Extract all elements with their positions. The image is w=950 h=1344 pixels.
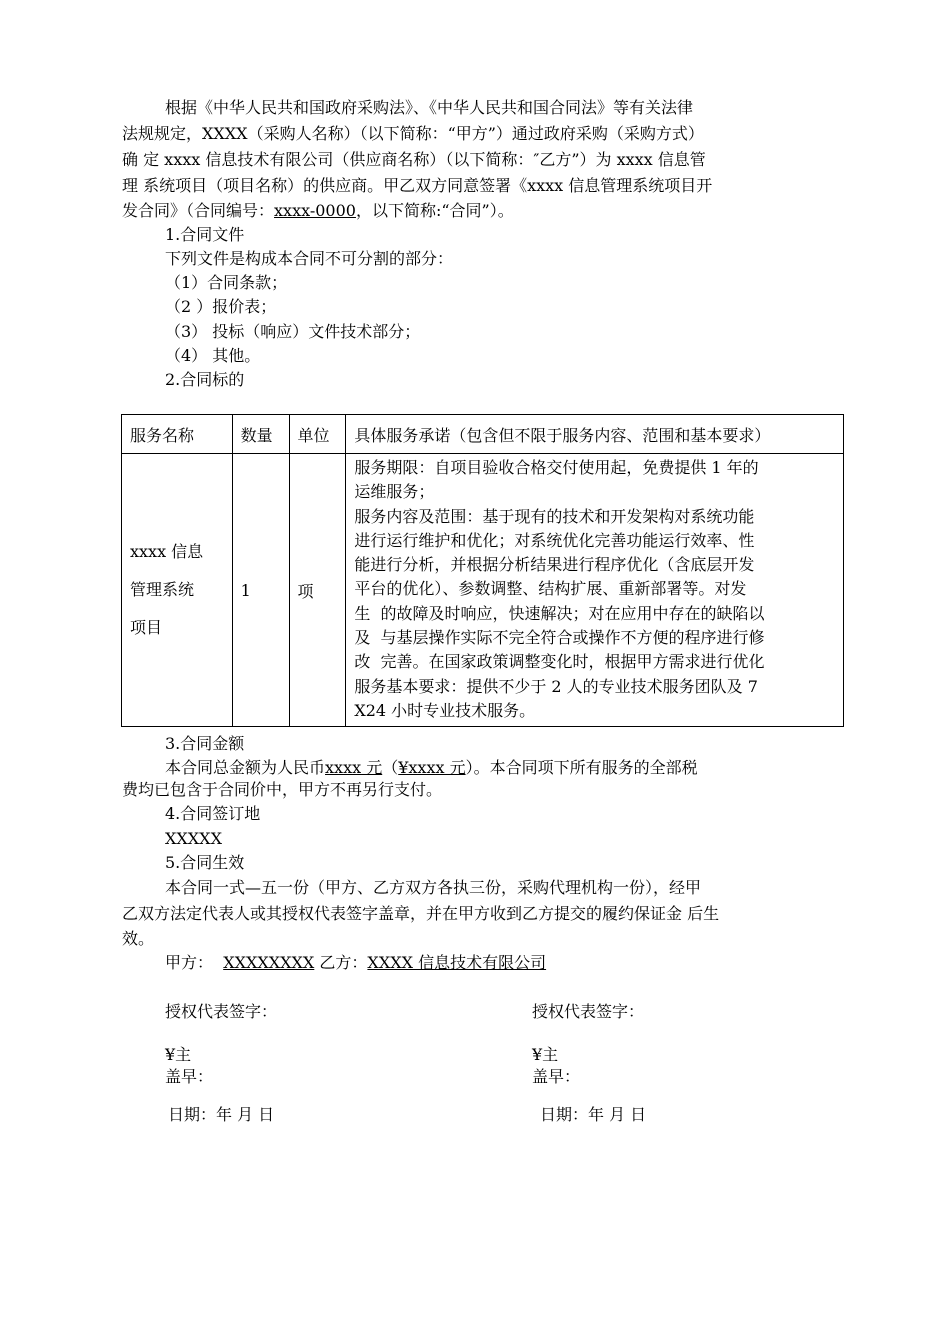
desc-line-8: 及 与基层操作实际不完全符合或操作不方便的程序进行修 — [354, 628, 765, 648]
intro-line-5 — [122, 199, 514, 223]
section-5-line-1: 本合同一式—五一份（甲方、乙方双方各执三份，采购代理机构一份），经甲 — [165, 878, 702, 897]
party-a-value: XXXXXXXX — [223, 953, 315, 972]
amount-number: ¥xxxx 元 — [398, 758, 466, 777]
section-1-item-1: （1）合同条款； — [165, 273, 288, 292]
party-b-seal-line-2: 盖早： — [532, 1067, 581, 1086]
desc-line-6: 平台的优化）、参数调整、结构扩展、重新部署等。对发 — [354, 579, 747, 599]
desc-line-7: 生 的故障及时响应，快速解决；对在应用中存在的缺陷以 — [354, 603, 765, 623]
party-b-date: 日期：年 月 日 — [540, 1105, 647, 1124]
party-a-date: 日期：年 月 日 — [168, 1105, 275, 1124]
section-5-title: 5.合同生效 — [165, 853, 245, 872]
party-b-label: 乙方： — [319, 953, 368, 972]
desc-line-10: 服务基本要求：提供不少于 2 人的专业技术服务团队及 7 — [354, 676, 758, 696]
desc-line-4: 进行运行维护和优化；对系统优化完善功能运行效率、性 — [354, 530, 755, 550]
intro-line-1: 根据《中华人民共和国政府采购法》、《中华人民共和国合同法》等有关法律 — [165, 98, 694, 117]
header-unit: 单位 — [289, 415, 346, 454]
amount-suffix: ）。本合同项下所有服务的全部税 — [465, 758, 698, 777]
section-3-title: 3.合同金额 — [165, 734, 245, 753]
party-a-label: 甲方： — [165, 953, 214, 972]
party-b-rep-label: 授权代表签字： — [532, 1002, 645, 1021]
cell-service-name — [122, 454, 233, 727]
party-a-rep-label: 授权代表签字： — [165, 1002, 278, 1021]
service-name-line-2: 管理系统 — [130, 580, 195, 599]
section-1-item-3: （3） 投标（响应）文件技术部分； — [165, 322, 421, 341]
contract-number: xxxx-0000 — [274, 201, 356, 220]
signing-place: XXXXX — [165, 829, 222, 848]
table-row — [122, 454, 844, 727]
intro-line-2: 法规规定，XXXX（采购人名称）（以下简称：“甲方”）通过政府采购（采购方式） — [122, 124, 704, 143]
section-1-lead: 下列文件是构成本合同不可分割的部分： — [165, 249, 454, 268]
intro-line-4: 理 系统项目（项目名称）的供应商。甲乙双方同意签署《xxxx 信息管理系统项目开 — [122, 176, 713, 195]
desc-line-2: 运维服务； — [354, 482, 435, 502]
amount-prefix: 本合同总金额为人民币 — [165, 758, 326, 777]
header-description — [346, 415, 844, 454]
header-quantity: 数量 — [232, 415, 289, 454]
desc-line-9: 改 完善。在国家政策调整变化时，根据甲方需求进行优化 — [354, 652, 765, 672]
section-1-item-4: （4） 其他。 — [165, 346, 261, 365]
section-2-title: 2.合同标的 — [165, 370, 245, 389]
desc-line-1: 服务期限：自项目验收合格交付使用起，免费提供 1 年的 — [354, 458, 759, 477]
section-1-title: 1.合同文件 — [165, 225, 245, 244]
parties-line — [165, 951, 546, 975]
section-4-title: 4.合同签订地 — [165, 804, 261, 823]
section-3-line-2: 费均已包含于合同价中，甲方不再另行支付。 — [122, 780, 443, 799]
party-a-seal-line-2: 盖早： — [165, 1067, 214, 1086]
cell-quantity: 1 — [232, 454, 289, 727]
section-3-line-1 — [165, 756, 698, 780]
service-name-line-3: 项目 — [130, 618, 163, 637]
intro-line-3: 确 定 xxxx 信息技术有限公司（供应商名称）（以下简称：″乙方”）为 xxxx 信息管 — [122, 150, 706, 169]
cell-description — [346, 454, 844, 727]
table-header-row — [122, 415, 844, 454]
desc-line-5: 能进行分析，并根据分析结果进行程序优化（含底层开发 — [354, 555, 755, 575]
section-5-line-3: 效。 — [122, 929, 155, 948]
intro-last-suffix: ，以下简称:“合同”）。 — [355, 201, 514, 220]
cell-unit: 项 — [289, 454, 346, 727]
party-b-seal-line-1: ¥主 — [532, 1045, 559, 1064]
party-b-value: XXXX 信息技术有限公司 — [367, 953, 547, 972]
party-a-seal-line-1: ¥主 — [165, 1045, 192, 1064]
service-name-line-1: xxxx 信息 — [130, 542, 204, 561]
service-table — [121, 414, 844, 727]
amount-chinese: xxxx 元 — [325, 758, 383, 777]
header-description-text: 具体服务承诺（包含但不限于服务内容、范围和基本要求） — [354, 426, 771, 445]
section-1-item-2: （2 ）报价表； — [165, 297, 277, 316]
desc-line-11: X24 小时专业技术服务。 — [354, 700, 536, 720]
amount-paren: （ — [382, 758, 399, 777]
desc-line-3: 服务内容及范围：基于现有的技术和开发架构对系统功能 — [354, 506, 755, 526]
header-service-name: 服务名称 — [122, 415, 233, 454]
intro-last-prefix: 发合同》（合同编号： — [122, 201, 275, 220]
section-5-line-2: 乙双方法定代表人或其授权代表签字盖章，并在甲方收到乙方提交的履约保证金 后生 — [122, 904, 720, 923]
